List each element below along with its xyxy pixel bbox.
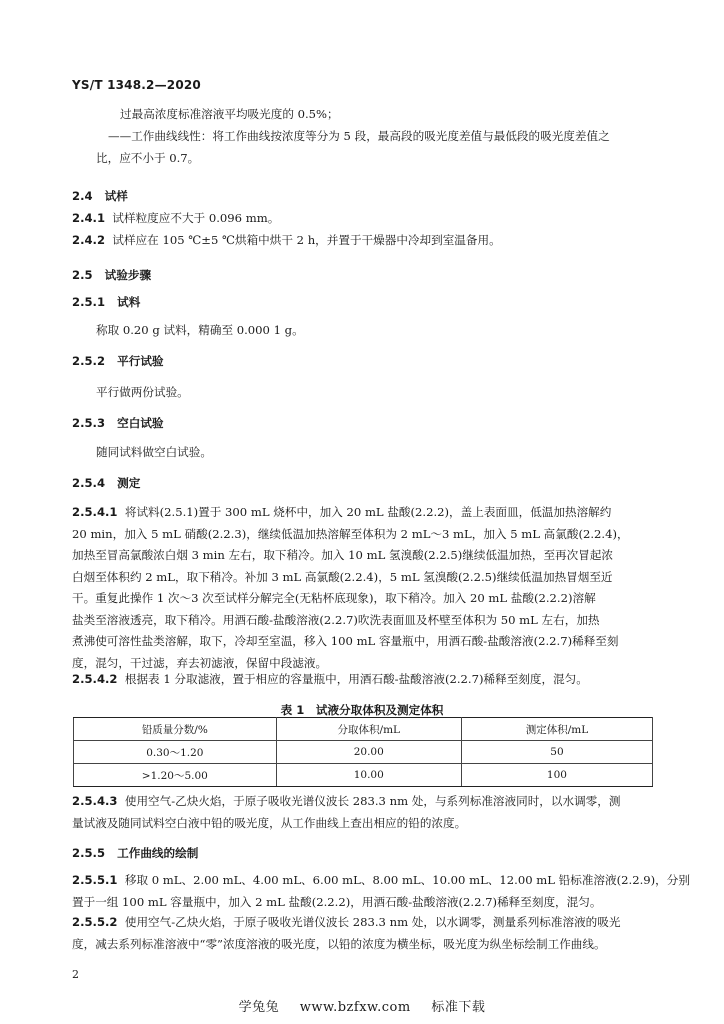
standard-code: YS/T 1348.2—2020 bbox=[72, 78, 201, 92]
clause-number: 2.5.1 bbox=[72, 295, 106, 309]
clause-number: 2.4.1 bbox=[72, 211, 106, 225]
clause-2-4-1 bbox=[72, 207, 279, 229]
clause-2-5-1-text: 称取 0.20 g 试料，精确至 0.000 1 g。 bbox=[96, 323, 304, 337]
clause-2-5-4-3 bbox=[72, 791, 620, 834]
clause-2-5-4-heading bbox=[72, 475, 140, 491]
table-cell: 0.30～1.20 bbox=[74, 741, 277, 764]
clause-number: 2.4.2 bbox=[72, 233, 106, 247]
section-title: 试样 bbox=[104, 189, 128, 203]
clause-number: 2.5.5 bbox=[72, 846, 106, 860]
paragraph-line: 2.5.4.1 将试料(2.5.1)置于 300 mL 烧杯中，加入 20 mL 盐酸(2.2.2)，盖上表面皿，低温加热溶解约 bbox=[72, 505, 612, 519]
footer-tagline: 标准下载 bbox=[431, 1000, 486, 1015]
clause-title: 试料 bbox=[117, 295, 141, 309]
clause-text: 试样粒度应不大于 0.096 mm。 bbox=[112, 211, 280, 225]
table-cell: 100 bbox=[461, 764, 652, 787]
table-header-cell: 铅质量分数/% bbox=[74, 718, 277, 741]
clause-2-5-3-text: 随同试料做空白试验。 bbox=[96, 445, 212, 459]
clause-text: 试样应在 105 ℃±5 ℃烘箱中烘干 2 h，并置于干燥器中冷却到室温备用。 bbox=[112, 233, 501, 247]
page-number: 2 bbox=[72, 968, 79, 981]
table-cell: 20.00 bbox=[276, 741, 461, 764]
paragraph-line: 度，混匀，干过滤，弃去初滤液，保留中段滤液。 bbox=[72, 655, 328, 670]
intro-line-1: 过最高浓度标准溶液平均吸光度的 0.5%； bbox=[120, 107, 339, 121]
clause-number: 2.5.3 bbox=[72, 416, 106, 430]
paragraph-line: 2.5.5.1 移取 0 mL、2.00 mL、4.00 mL、6.00 mL、8.00 mL、10.00 mL、12.00 mL 铅标准溶液(2.2.9)，分别 bbox=[72, 873, 690, 887]
table-cell: 10.00 bbox=[276, 764, 461, 787]
clause-title: 测定 bbox=[117, 476, 141, 490]
clause-2-5-5-1 bbox=[72, 870, 690, 913]
section-number: 2.5 bbox=[72, 268, 93, 282]
table-row bbox=[74, 741, 653, 764]
paragraph-line: 2.5.5.2 使用空气-乙炔火焰，于原子吸收光谱仪波长 283.3 nm 处，以水调零，测量系列标准溶液的吸光 bbox=[72, 915, 621, 929]
table-header-cell: 分取体积/mL bbox=[276, 718, 461, 741]
data-table bbox=[73, 717, 653, 787]
clause-number: 2.5.5.2 bbox=[72, 915, 118, 929]
clause-text: 根据表 1 分取滤液，置于相应的容量瓶中，用酒石酸-盐酸溶液(2.2.7)稀释至刻度，混匀。 bbox=[124, 672, 588, 686]
section-2-4-heading bbox=[72, 188, 128, 204]
paragraph-line: 白烟至体积约 2 mL，取下稍冷。补加 3 mL 高氯酸(2.2.4)，5 mL 氢溴酸(2.2.5)继续低温加热冒烟至近 bbox=[72, 569, 613, 584]
paragraph-line: 置于一组 100 mL 容量瓶中，加入 2 mL 盐酸(2.2.2)，用酒石酸-盐酸溶液(2.2.7)稀释至刻度，混匀。 bbox=[72, 894, 602, 909]
table-header-cell: 测定体积/mL bbox=[461, 718, 652, 741]
paragraph-line: 煮沸使可溶性盐类溶解，取下，冷却至室温，移入 100 mL 容量瓶中，用酒石酸-盐酸溶液(2.2.7)稀释至刻 bbox=[72, 634, 619, 648]
paragraph-line: 加热至冒高氯酸浓白烟 3 min 左右，取下稍冷。加入 10 mL 氢溴酸(2.2.5)继续低温加热，至再次冒起浓 bbox=[72, 548, 614, 562]
intro-line-2: ——工作曲线线性：将工作曲线按浓度等分为 5 段，最高段的吸光度差值与最低段的吸光度差值之 bbox=[108, 129, 610, 143]
clause-number: 2.5.5.1 bbox=[72, 873, 118, 887]
clause-2-5-4-1 bbox=[72, 502, 629, 674]
table-cell: 50 bbox=[461, 741, 652, 764]
clause-2-4-2 bbox=[72, 229, 501, 251]
paragraph-line: 度，减去系列标准溶液中“零”浓度溶液的吸光度，以铅的浓度为横坐标，吸光度为纵坐标绘制工作曲线。 bbox=[72, 936, 606, 951]
clause-2-5-1-heading bbox=[72, 294, 140, 310]
footer-url[interactable]: www.bzfxw.com bbox=[299, 1000, 411, 1015]
section-2-5-heading bbox=[72, 267, 151, 283]
clause-2-5-2-text: 平行做两份试验。 bbox=[96, 385, 189, 399]
section-title: 试验步骤 bbox=[104, 268, 152, 282]
section-number: 2.4 bbox=[72, 189, 93, 203]
intro-line-3: 比，应不小于 0.7。 bbox=[96, 151, 200, 165]
clause-number: 2.5.4.2 bbox=[72, 672, 118, 686]
clause-number: 2.5.2 bbox=[72, 354, 106, 368]
clause-number: 2.5.4.1 bbox=[72, 505, 118, 519]
clause-title: 空白试验 bbox=[117, 416, 164, 430]
clause-2-5-5-heading bbox=[72, 845, 198, 861]
clause-number: 2.5.4 bbox=[72, 476, 106, 490]
table-title: 表 1 试液分取体积及测定体积 bbox=[280, 703, 444, 717]
clause-2-5-4-2 bbox=[72, 668, 588, 690]
clause-number: 2.5.4.3 bbox=[72, 794, 118, 808]
footer-watermark bbox=[0, 996, 724, 1015]
footer-site-name: 学兔兔 bbox=[238, 1000, 280, 1015]
paragraph-line: 盐类至溶液透亮，取下稍冷。用酒石酸-盐酸溶液(2.2.7)吹洗表面皿及杯壁至体积为 50 mL 左右，加热 bbox=[72, 612, 600, 627]
clause-2-5-2-heading bbox=[72, 353, 164, 369]
clause-2-5-5-2 bbox=[72, 912, 620, 955]
paragraph-line: 干。重复此操作 1 次～3 次至试样分解完全(无粘杯底现象)，取下稍冷。加入 20 mL 盐酸(2.2.2)溶解 bbox=[72, 591, 596, 605]
table-header-row bbox=[74, 718, 653, 741]
clause-title: 平行试验 bbox=[117, 354, 164, 368]
paragraph-line: 量试液及随同试料空白液中铅的吸光度，从工作曲线上查出相应的铅的浓度。 bbox=[72, 815, 467, 830]
table-row bbox=[74, 764, 653, 787]
paragraph-line: 20 min，加入 5 mL 硝酸(2.2.3)，继续低温加热溶解至体积为 2 mL～3 mL，加入 5 mL 高氯酸(2.2.4)， bbox=[72, 526, 629, 541]
table-cell: >1.20～5.00 bbox=[74, 764, 277, 787]
paragraph-line: 2.5.4.3 使用空气-乙炔火焰，于原子吸收光谱仪波长 283.3 nm 处，与系列标准溶液同时，以水调零，测 bbox=[72, 794, 621, 808]
clause-title: 工作曲线的绘制 bbox=[117, 846, 199, 860]
clause-2-5-3-heading bbox=[72, 415, 164, 431]
